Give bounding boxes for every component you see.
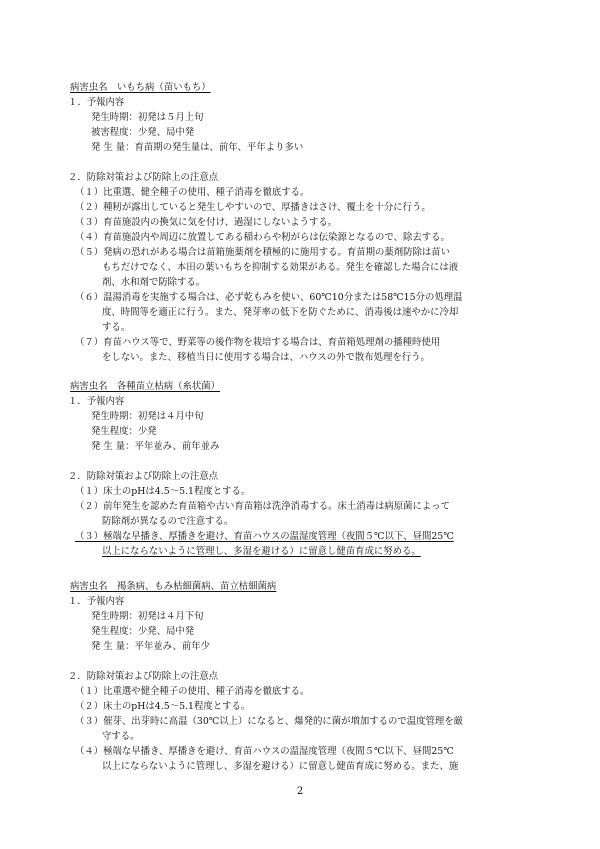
measure-item: （３）育苗施設内の換気に気を付け、過湿にしないようする。 [75, 217, 338, 228]
forecast-item: 発生程度：少発 [91, 426, 157, 437]
forecast-item: 発生程度：少発、局中発 [91, 626, 195, 637]
measure-item: （１）比重選や健全種子の使用、種子消毒を徹底する。 [75, 686, 310, 697]
measure-item: （５）発病の恐れがある場合は苗箱施薬剤を積極的に施用する。育苗期の薬剤防除は苗い [75, 247, 451, 258]
forecast-item: 発 生 量：育苗期の発生量は、前年、平年より多い [91, 142, 304, 153]
section-imochi [60, 82, 560, 372]
forecast-heading: １．予報内容 [68, 97, 125, 108]
section-kasshobyo [60, 581, 560, 771]
measure-item-cont: する。 [102, 322, 131, 333]
measure-item: （２）前年発生を認めた育苗箱や古い育苗箱は洗浄消毒する。床土消毒は病原菌によって [75, 501, 451, 512]
section-naetachigare [60, 381, 560, 561]
measure-item-cont: 以上にならないように管理し、多湿を避ける）に留意し健苗育成に努める。 [102, 546, 421, 557]
forecast-item: 発生時期：初発は５月上旬 [91, 112, 204, 123]
measure-item: （３）極端な早播き、厚播きを避け、育苗ハウスの温湿度管理（夜間５℃以下、昼間25℃ [75, 531, 454, 542]
forecast-heading: １．予報内容 [68, 596, 125, 607]
measure-item-cont: もちだけでなく、本田の葉いもちを抑制する効果がある。発生を確認した場合には液 [102, 262, 459, 273]
measure-item: （２）種籾が露出していると発生しやすいので、厚播きはさけ、覆土を十分に行う。 [75, 202, 431, 213]
measure-item-cont: 度、時間等を適正に行う。また、発芽率の低下を防ぐために、消毒後は速やかに冷却 [102, 307, 459, 318]
measure-item: （３）催芽、出芽時に高温（30℃以上）になると、爆発的に菌が増加するので温度管理を厳 [75, 716, 464, 727]
section-title: 病害虫名 褐条病、もみ枯細菌病、苗立枯細菌病 [70, 581, 277, 592]
section-title: 病害虫名 各種苗立枯病（糸状菌） [70, 381, 221, 392]
measure-item: （１）床土のpHは4.5～5.1程度とする。 [75, 486, 251, 497]
measure-item-cont: 以上にならないように管理し、多湿を避ける）に留意し健苗育成に努める。また、施 [102, 761, 459, 772]
measures-heading: ２．防除対策および防除上の注意点 [68, 172, 219, 183]
measure-item: （１）比重選、健全種子の使用、種子消毒を徹底する。 [75, 187, 310, 198]
forecast-item: 発生時期：初発は４月中旬 [91, 411, 204, 422]
measures-heading: ２．防除対策および防除上の注意点 [68, 471, 219, 482]
measure-item: （４）極端な早播き、厚播きを避け、育苗ハウスの温湿度管理（夜間５℃以下、昼間25℃ [75, 746, 454, 757]
measure-item-cont: をしない。また、移植当日に使用する場合は、ハウスの外で散布処理を行う。 [102, 352, 430, 363]
forecast-heading: １．予報内容 [68, 396, 125, 407]
forecast-item: 発 生 量：平年並み、前年少 [91, 641, 211, 652]
measure-item: （４）育苗施設内や周辺に放置してある稲わらや籾がらは伝染源となるので、除去する。 [75, 232, 450, 243]
measure-item-cont: 防除剤が異なるので注意する。 [102, 516, 234, 527]
measure-item: （７）育苗ハウス等で、野菜等の後作物を栽培する場合は、育苗箱処理剤の播種時使用 [75, 337, 441, 348]
measure-item-cont: 守する。 [102, 731, 140, 742]
page-number: 2 [296, 786, 304, 797]
forecast-item: 発生時期：初発は４月下旬 [91, 611, 204, 622]
measure-item: （２）床土のpHは4.5～5.1程度とする。 [75, 701, 251, 712]
forecast-item: 発 生 量：平年並み、前年並み [91, 441, 220, 452]
measures-heading: ２．防除対策および防除上の注意点 [68, 671, 219, 682]
measure-item-cont: 剤、水和剤で防除する。 [102, 277, 206, 288]
forecast-item: 被害程度：少発、局中発 [91, 127, 195, 138]
measure-item: （６）温湯消毒を実施する場合は、必ず乾もみを使い、60℃10分または58℃15分の処理温 [75, 292, 463, 303]
section-title: 病害虫名 いもち病（苗いもち） [70, 82, 211, 93]
